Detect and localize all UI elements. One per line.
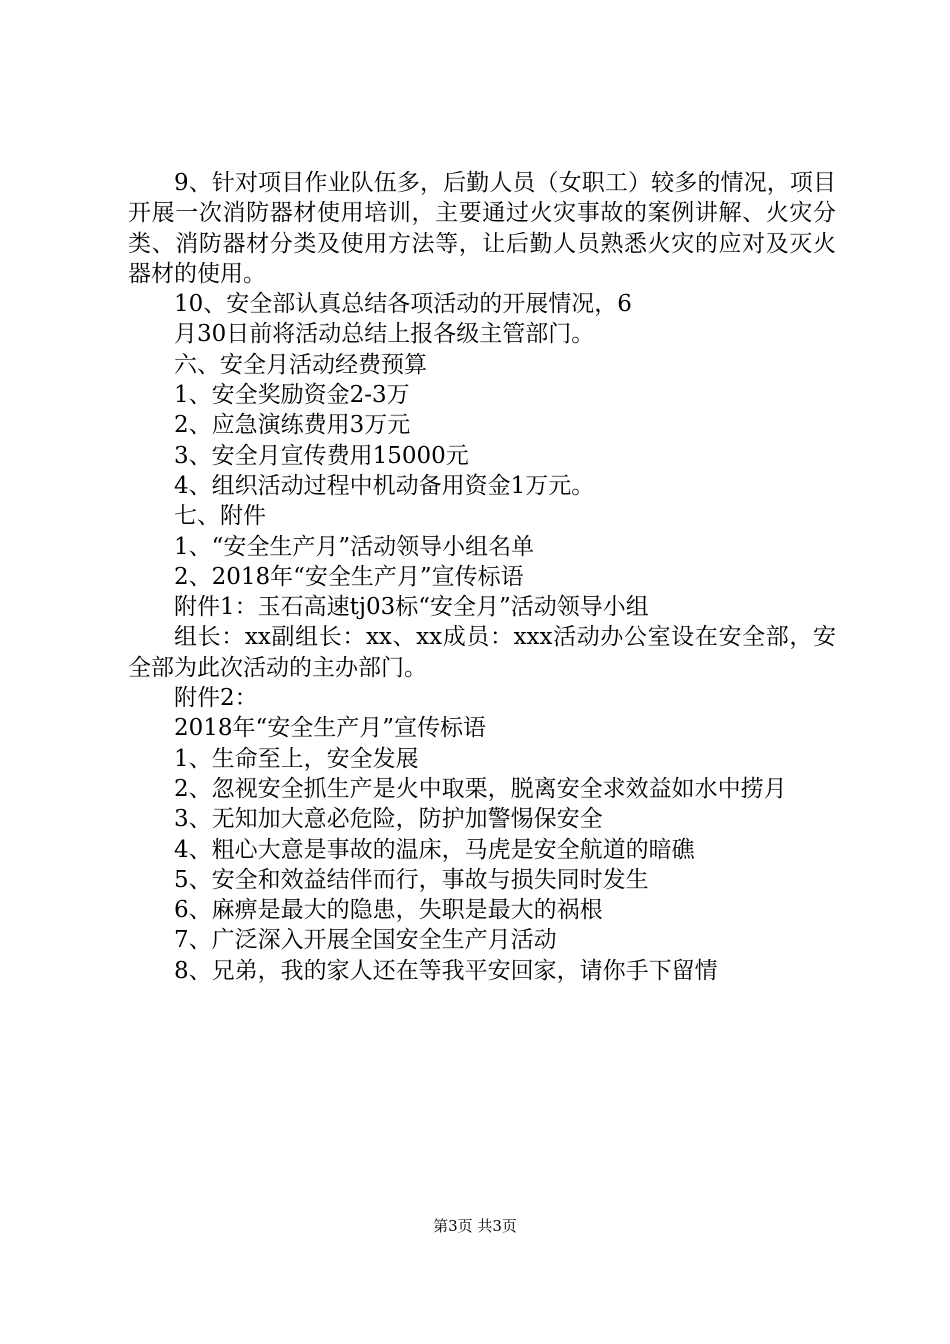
attachment-list-item-1: 1、“安全生产月”活动领导小组名单 — [174, 533, 535, 560]
attachment-1-title: 附件1：玉石高速tj03标“安全月”活动领导小组 — [174, 594, 649, 621]
slogan-item-5: 5、安全和效益结伴而行，事故与损失同时发生 — [174, 866, 649, 893]
attachment-list-item-2: 2、2018年“安全生产月”宣传标语 — [174, 563, 524, 590]
paragraph-summary-deadline: 月30日前将活动总结上报各级主管部门。 — [174, 321, 595, 348]
budget-item-2: 2、应急演练费用3万元 — [174, 412, 411, 439]
paragraph-item-10-summary: 10、安全部认真总结各项活动的开展情况，6 — [174, 291, 632, 318]
slogan-item-7: 7、广泛深入开展全国安全生产月活动 — [174, 927, 557, 954]
slogan-item-2: 2、忽视安全抓生产是火中取栗，脱离安全求效益如水中捞月 — [174, 775, 787, 802]
attachment-2-title: 2018年“安全生产月”宣传标语 — [174, 715, 487, 742]
slogan-item-8: 8、兄弟，我的家人还在等我平安回家，请你手下留情 — [174, 957, 718, 984]
page-number-footer: 第3页 共3页 — [433, 1217, 517, 1235]
budget-item-4: 4、组织活动过程中机动备用资金1万元。 — [174, 472, 595, 499]
section-heading-attachments: 七、附件 — [174, 503, 266, 530]
slogan-item-6: 6、麻痹是最大的隐患，失职是最大的祸根 — [174, 897, 603, 924]
attachment-2-label: 附件2： — [174, 685, 258, 712]
slogan-item-3: 3、无知加大意必危险，防护加警惕保安全 — [174, 806, 603, 833]
attachment-1-members: 组长：xx副组长：xx、xx成员：xxx活动办公室设在安全部，安全部为此次活动的主办部门。 — [128, 624, 836, 681]
paragraph-item-9-training: 9、针对项目作业队伍多，后勤人员（女职工）较多的情况，项目开展一次消防器材使用培训，主要通过火灾事故的案例讲解、火灾分类、消防器材分类及使用方法等，让后勤人员熟悉火灾的应对及灭火器材的使用。 — [128, 170, 836, 287]
section-heading-budget: 六、安全月活动经费预算 — [174, 351, 427, 378]
document-body — [128, 168, 836, 986]
slogan-item-4: 4、粗心大意是事故的温床，马虎是安全航道的暗礁 — [174, 836, 695, 863]
budget-item-3: 3、安全月宣传费用15000元 — [174, 442, 469, 469]
budget-item-1: 1、安全奖励资金2-3万 — [174, 382, 410, 409]
slogan-item-1: 1、生命至上，安全发展 — [174, 745, 419, 772]
